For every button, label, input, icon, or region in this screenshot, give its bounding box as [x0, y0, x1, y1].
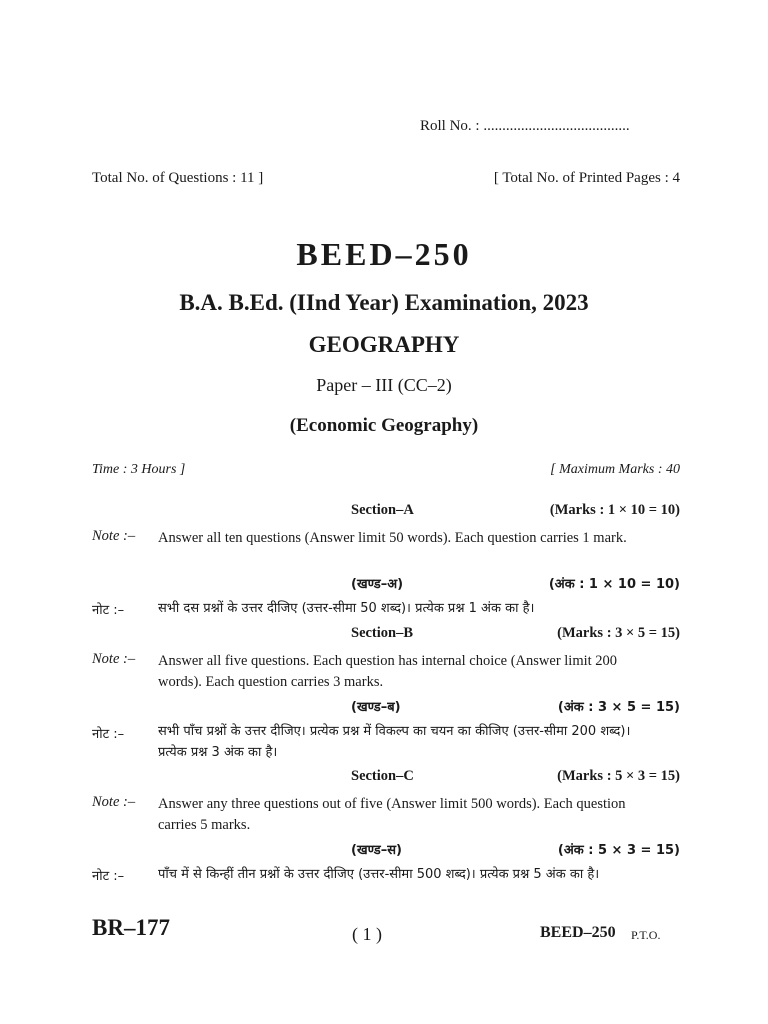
roll-number-field: Roll No. : .......................................: [420, 118, 630, 134]
section-b-heading: Section–B: [351, 625, 414, 641]
total-questions: Total No. of Questions : 11 ]: [92, 170, 264, 186]
section-b-marks: (Marks : 3 × 5 = 15): [557, 625, 680, 641]
section-a-note-label: [92, 528, 135, 545]
paper-code: BEED–250: [296, 236, 472, 272]
note-label-text: Note :–: [92, 794, 136, 810]
maximum-marks: [ Maximum Marks : 40: [550, 462, 680, 477]
section-b-hindi-marks: (अंक : 3 × 5 = 15): [557, 700, 680, 715]
section-a-hindi-marks: (अंक : 1 × 10 = 10): [548, 577, 680, 592]
paper-title: (Economic Geography): [289, 415, 479, 436]
footer-page-number: ( 1 ): [352, 924, 382, 944]
section-a-heading: Section–A: [351, 502, 414, 518]
section-c-note-label: [92, 794, 135, 811]
section-a-note: Answer all ten questions (Answer limit 50 words). Each question carries 1 mark.: [158, 530, 627, 546]
section-c-hindi-marks: (अंक : 5 × 3 = 15): [557, 843, 680, 858]
section-c-hindi-note: पाँच में से किन्हीं तीन प्रश्नों के उत्तर दीजिए (उत्तर-सीमा 500 शब्द)। प्रत्येक प्रश्न 5 अंक का है।: [158, 867, 600, 882]
section-c-hindi-heading: (खण्ड–स): [351, 843, 402, 858]
time-allowed: Time : 3 Hours ]: [92, 462, 186, 477]
paper-number: Paper – III (CC–2): [316, 375, 452, 395]
note-label-text: Note :–: [92, 651, 136, 667]
subject-title: GEOGRAPHY: [308, 332, 460, 357]
footer-pto: P.T.O.: [631, 928, 661, 942]
section-c-marks: (Marks : 5 × 3 = 15): [557, 768, 680, 784]
section-b-hindi-note-label: नोट :–: [92, 727, 125, 742]
section-c-heading: Section–C: [351, 768, 414, 784]
exam-title: B.A. B.Ed. (IInd Year) Examination, 2023: [179, 290, 589, 315]
section-c-note: Answer any three questions out of five (Answer limit 500 words). Each question carries 5 marks.: [158, 796, 626, 833]
section-a-hindi-note: सभी दस प्रश्नों के उत्तर दीजिए (उत्तर-सीमा 50 शब्द)। प्रत्येक प्रश्न 1 अंक का है।: [158, 601, 535, 616]
section-b-note: Answer all five questions. Each question has internal choice (Answer limit 200 words). Each question carries 3 marks.: [158, 653, 618, 690]
section-b-hindi-heading: (खण्ड–ब): [351, 700, 401, 715]
section-a-marks: (Marks : 1 × 10 = 10): [549, 502, 680, 518]
footer-booklet-code: BR–177: [92, 915, 170, 940]
footer-paper-code: BEED–250: [540, 924, 616, 941]
section-a-hindi-note-label: नोट :–: [92, 603, 125, 618]
section-b-hindi-note: सभी पाँच प्रश्नों के उत्तर दीजिए। प्रत्येक प्रश्न में विकल्प का चयन का कीजिए (उत्तर-सीमा 200 शब्द)। प्रत्येक प्रश्न 3 अंक का है।: [158, 724, 631, 760]
section-a-hindi-heading: (खण्ड–अ): [351, 577, 404, 592]
note-label-text: Note :–: [92, 528, 136, 544]
section-b-note-label: [92, 651, 135, 668]
section-c-hindi-note-label: नोट :–: [92, 869, 125, 884]
total-printed-pages: [ Total No. of Printed Pages : 4: [493, 170, 680, 186]
